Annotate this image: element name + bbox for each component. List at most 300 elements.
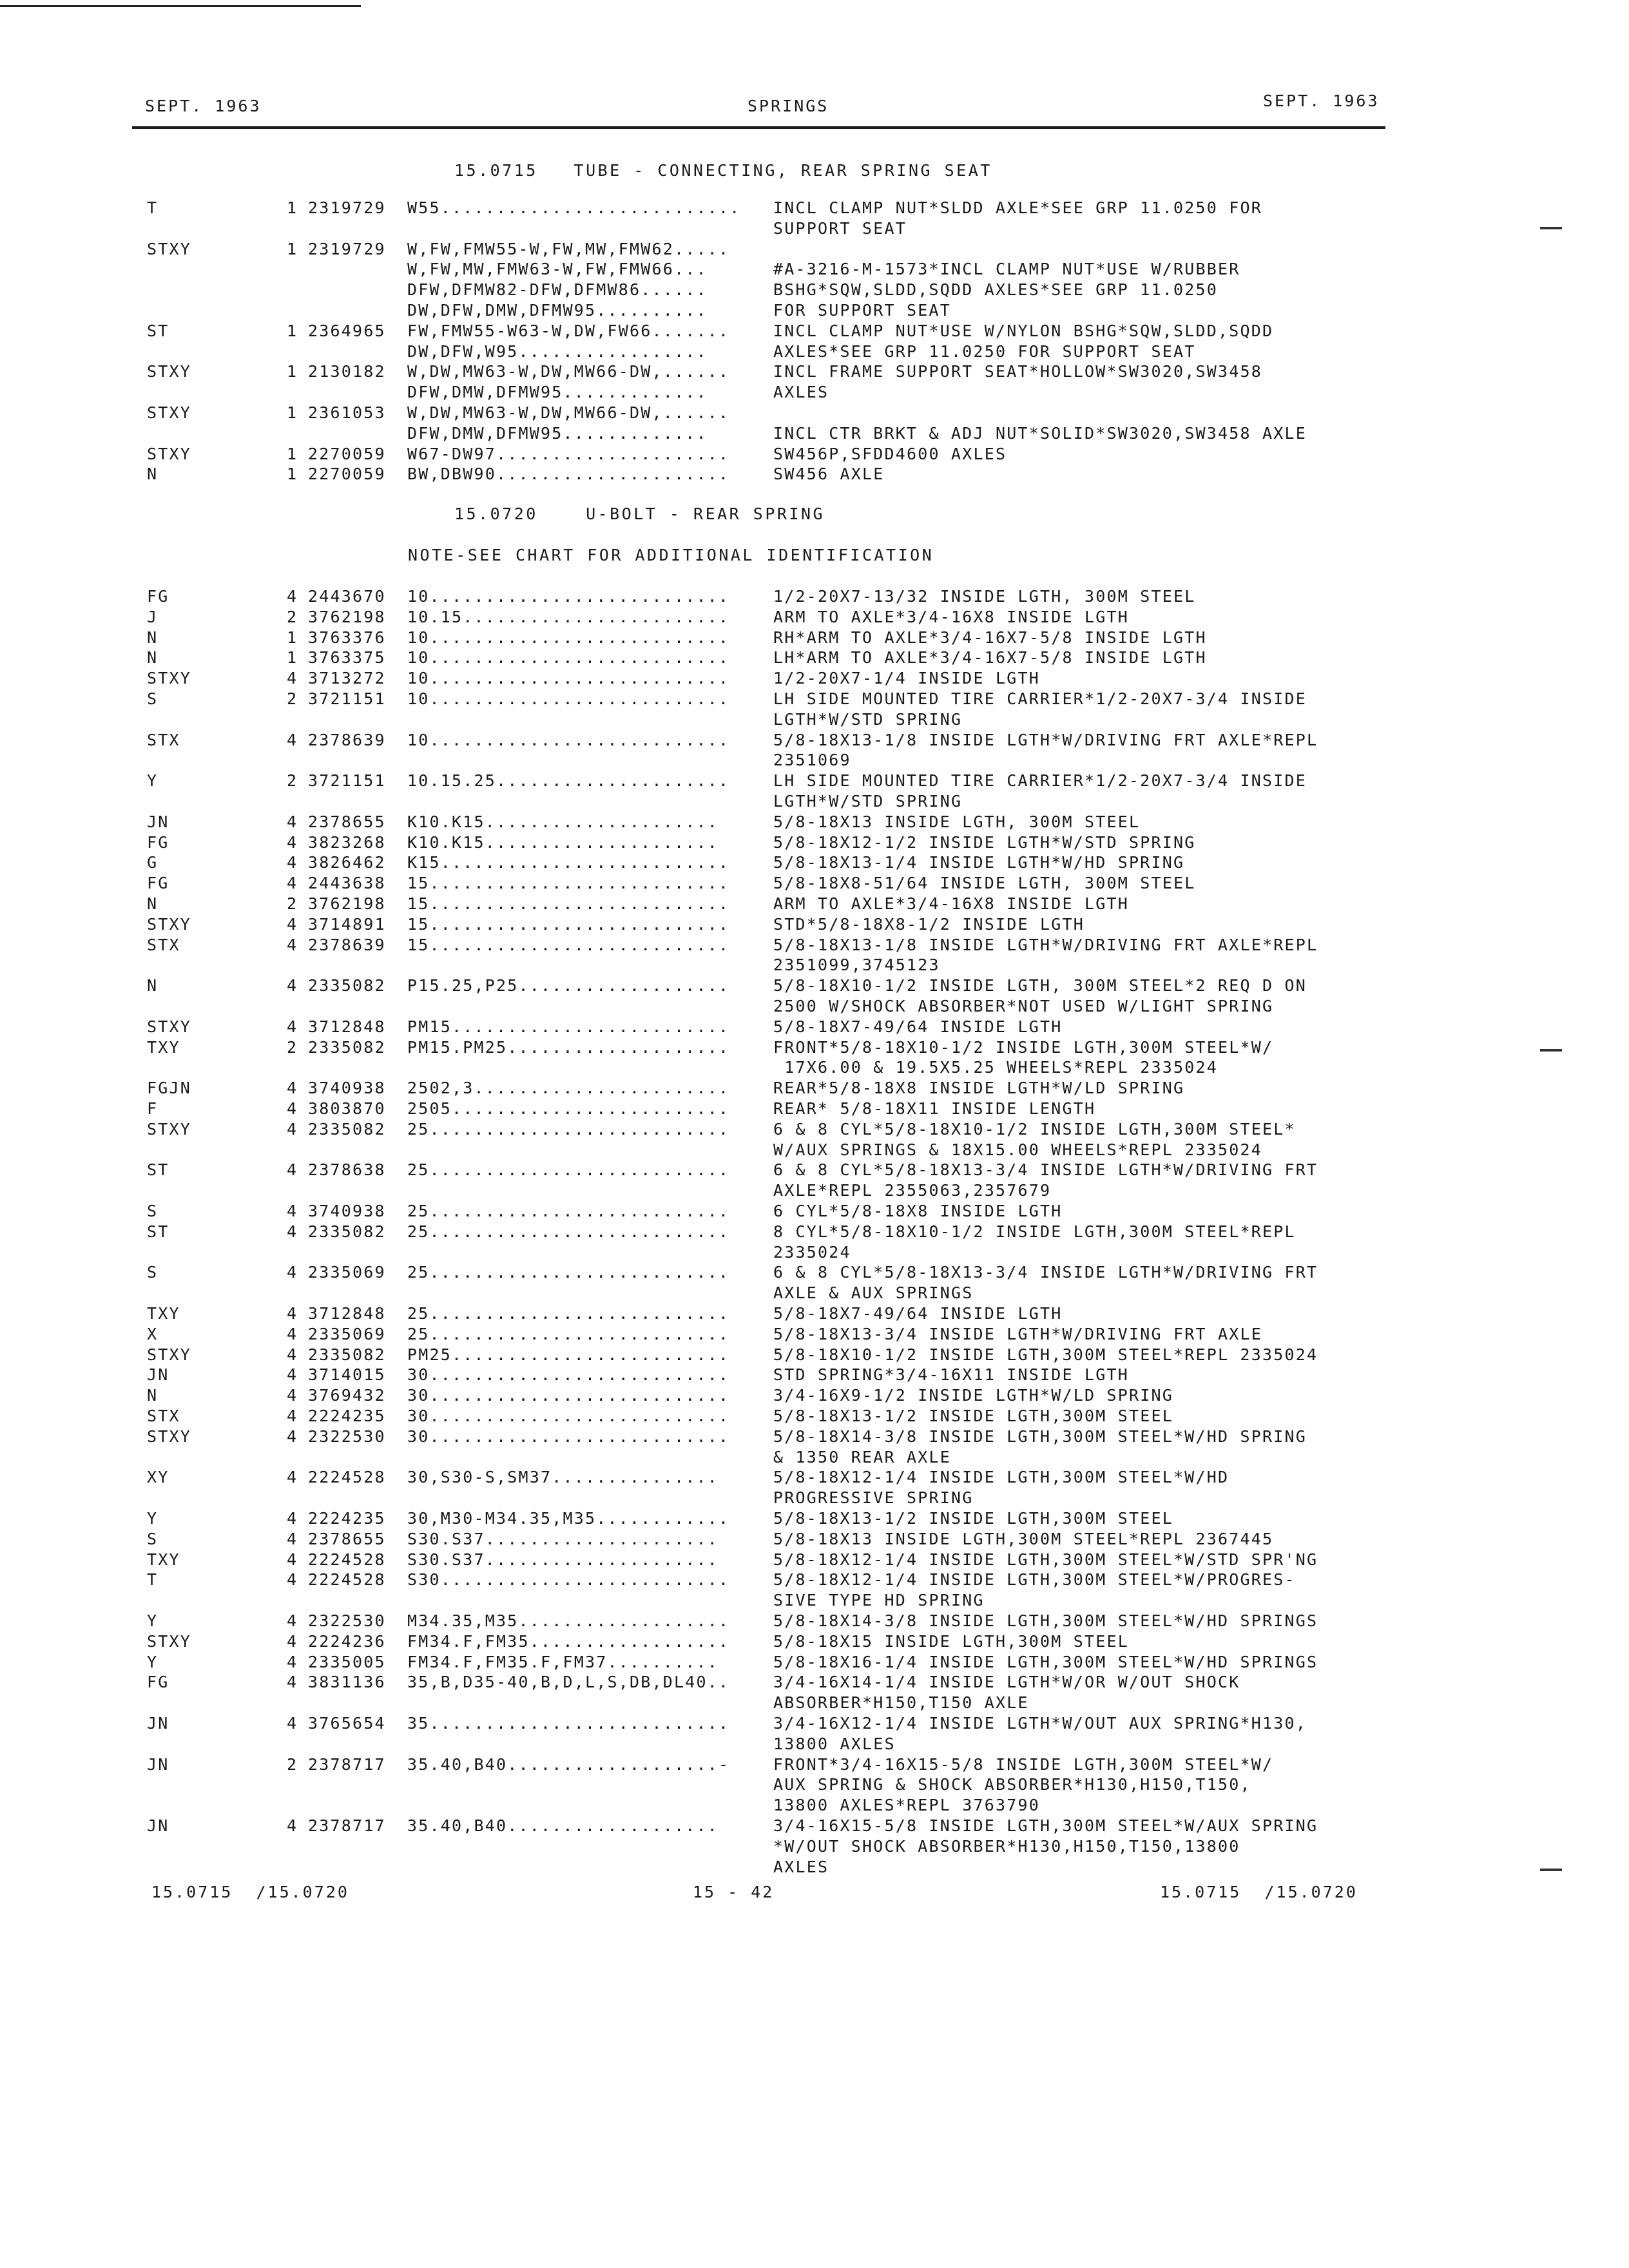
part-number: 2335082 <box>308 1119 386 1139</box>
part-number: 2319729 <box>308 239 386 258</box>
model-code: ST <box>147 321 169 340</box>
parts-row <box>0 382 1629 403</box>
quantity: 4 <box>287 1468 298 1487</box>
application: 2502,3....................... <box>407 1079 730 1098</box>
quantity: 1 <box>287 362 298 381</box>
model-code: JN <box>147 812 169 831</box>
part-number: 3713272 <box>308 669 386 688</box>
application: W,DW,MW63-W,DW,MW66-DW,...... <box>407 403 730 422</box>
part-number: 3714015 <box>308 1365 386 1385</box>
description: 6 & 8 CYL*5/8-18X13-3/4 INSIDE LGTH*W/DRIVING FRT <box>773 1263 1318 1282</box>
parts-row <box>0 689 1629 709</box>
parts-row <box>0 1119 1629 1140</box>
part-number: 2224236 <box>308 1631 386 1651</box>
description: AXLE*REPL 2355063,2357679 <box>773 1181 1052 1200</box>
parts-row <box>0 321 1629 341</box>
description: 5/8-18X12-1/4 INSIDE LGTH,300M STEEL*W/STD SPR'NG <box>773 1550 1318 1569</box>
description: RH*ARM TO AXLE*3/4-16X7-5/8 INSIDE LGTH <box>773 628 1207 647</box>
part-number: 3762198 <box>308 894 386 913</box>
parts-row <box>0 832 1629 853</box>
application: 25........................... <box>407 1263 730 1282</box>
quantity: 4 <box>287 1570 298 1590</box>
part-number: 2130182 <box>308 362 386 381</box>
parts-row <box>0 218 1629 239</box>
application: 25........................... <box>407 1119 730 1139</box>
section-title: 15.0720 U-BOLT - REAR SPRING <box>454 505 825 523</box>
parts-row <box>0 1754 1629 1775</box>
parts-row <box>0 1017 1629 1037</box>
quantity: 2 <box>287 1754 298 1774</box>
parts-row <box>0 1057 1629 1078</box>
parts-row <box>0 1201 1629 1222</box>
part-number: 3769432 <box>308 1386 386 1405</box>
part-number: 2322530 <box>308 1611 386 1630</box>
model-code: T <box>147 198 159 217</box>
description: 5/8-18X10-1/2 INSIDE LGTH,300M STEEL*REPL 2335024 <box>773 1345 1318 1364</box>
application: PM25......................... <box>407 1345 730 1364</box>
application: BW,DBW90..................... <box>407 465 730 484</box>
description: SUPPORT SEAT <box>773 218 907 238</box>
parts-row <box>0 1570 1629 1590</box>
parts-row <box>0 1447 1629 1468</box>
description: SW456 AXLE <box>773 465 885 484</box>
application: W,FW,FMW55-W,FW,MW,FMW62..... <box>407 239 730 258</box>
quantity: 4 <box>287 1816 298 1835</box>
description: & 1350 REAR AXLE <box>773 1447 952 1466</box>
description: 5/8-18X13-3/4 INSIDE LGTH*W/DRIVING FRT AXLE <box>773 1324 1263 1343</box>
quantity: 1 <box>287 403 298 422</box>
description: 5/8-18X13-1/2 INSIDE LGTH,300M STEEL <box>773 1509 1174 1528</box>
parts-row <box>0 300 1629 321</box>
quantity: 4 <box>287 1304 298 1323</box>
header-rule <box>132 126 1385 129</box>
parts-row <box>0 1713 1629 1734</box>
application: 35.40,B40...................- <box>407 1754 730 1774</box>
description: 5/8-18X16-1/4 INSIDE LGTH,300M STEEL*W/HD SPRINGS <box>773 1652 1318 1671</box>
model-code: STXY <box>147 1017 192 1036</box>
description: 13800 AXLES <box>773 1734 896 1753</box>
model-code: TXY <box>147 1550 180 1569</box>
application: 25........................... <box>407 1202 730 1220</box>
model-code: STX <box>147 935 180 954</box>
model-code: STXY <box>147 362 192 381</box>
part-number: 2335069 <box>308 1263 386 1282</box>
description: BSHG*SQW,SLDD,SQDD AXLES*SEE GRP 11.0250 <box>773 280 1219 300</box>
parts-row <box>0 1345 1629 1365</box>
quantity: 4 <box>287 1324 298 1343</box>
part-number: 2443638 <box>308 874 386 893</box>
quantity: 4 <box>287 1550 298 1569</box>
description: #A-3216-M-1573*INCL CLAMP NUT*USE W/RUBBER <box>773 260 1240 279</box>
parts-row <box>0 1242 1629 1263</box>
description: 3/4-16X15-5/8 INSIDE LGTH,300M STEEL*W/AUX SPRING <box>773 1816 1318 1835</box>
quantity: 4 <box>287 1386 298 1405</box>
description: INCL CLAMP NUT*USE W/NYLON BSHG*SQW,SLDD,SQDD <box>773 321 1274 340</box>
application: DFW,DMW,DFMW95............. <box>407 423 708 443</box>
quantity: 4 <box>287 669 298 688</box>
description: FRONT*5/8-18X10-1/2 INSIDE LGTH,300M STEEL*W/ <box>773 1037 1274 1057</box>
part-number: 2443670 <box>308 587 386 606</box>
application: DFW,DMW,DFMW95............. <box>407 383 708 402</box>
description: LGTH*W/STD SPRING <box>773 709 963 729</box>
parts-row <box>0 1467 1629 1488</box>
parts-row <box>0 198 1629 218</box>
parts-row <box>0 750 1629 771</box>
quantity: 4 <box>287 1119 298 1139</box>
description: INCL FRAME SUPPORT SEAT*HOLLOW*SW3020,SW3458 <box>773 362 1263 381</box>
description: LGTH*W/STD SPRING <box>773 792 963 811</box>
part-number: 2335082 <box>308 1222 386 1241</box>
application: S30.......................... <box>407 1570 730 1590</box>
quantity: 4 <box>287 812 298 831</box>
description: 5/8-18X12-1/4 INSIDE LGTH,300M STEEL*W/PROGRES- <box>773 1570 1296 1590</box>
parts-row <box>0 1406 1629 1427</box>
model-code: S <box>147 1202 159 1220</box>
part-number: 2378639 <box>308 935 386 954</box>
part-number: 3823268 <box>308 832 386 852</box>
model-code: JN <box>147 1714 169 1733</box>
quantity: 4 <box>287 1263 298 1282</box>
description: 6 & 8 CYL*5/8-18X13-3/4 INSIDE LGTH*W/DRIVING FRT <box>773 1160 1318 1180</box>
application: W67-DW97..................... <box>407 444 730 463</box>
parts-row <box>0 586 1629 607</box>
quantity: 4 <box>287 1407 298 1425</box>
quantity: 4 <box>287 853 298 872</box>
footer-range-right: 15.0715 /15.0720 <box>1160 1883 1358 1901</box>
description: 2351099,3745123 <box>773 956 940 975</box>
quantity: 4 <box>287 1160 298 1180</box>
description: LH*ARM TO AXLE*3/4-16X7-5/8 INSIDE LGTH <box>773 648 1207 668</box>
description: LH SIDE MOUNTED TIRE CARRIER*1/2-20X7-3/4 INSIDE <box>773 771 1307 791</box>
application: 35,B,D35-40,B,D,L,S,DB,DL40.. <box>407 1673 730 1692</box>
model-code: JN <box>147 1754 169 1774</box>
description: 1/2-20X7-13/32 INSIDE LGTH, 300M STEEL <box>773 587 1196 606</box>
model-code: F <box>147 1099 159 1118</box>
model-code: FG <box>147 832 169 852</box>
model-code: N <box>147 648 159 668</box>
application: 10........................... <box>407 587 730 606</box>
quantity: 4 <box>287 976 298 995</box>
parts-row <box>0 1283 1629 1303</box>
part-number: 3826462 <box>308 853 386 872</box>
part-number: 3763376 <box>308 628 386 647</box>
description: 5/8-18X13-1/8 INSIDE LGTH*W/DRIVING FRT AXLE*REPL <box>773 730 1318 749</box>
parts-row <box>0 239 1629 260</box>
description: REAR*5/8-18X8 INSIDE LGTH*W/LD SPRING <box>773 1079 1185 1098</box>
parts-row <box>0 955 1629 975</box>
footer-page-number: 15 - 42 <box>693 1883 775 1901</box>
description: 5/8-18X7-49/64 INSIDE LGTH <box>773 1017 1063 1036</box>
application: 15........................... <box>407 914 730 934</box>
part-number: 3721151 <box>308 689 386 708</box>
part-number: 2335005 <box>308 1652 386 1671</box>
model-code: T <box>147 1570 159 1590</box>
application: 30........................... <box>407 1365 730 1385</box>
model-code: FG <box>147 1673 169 1692</box>
application: 10........................... <box>407 669 730 688</box>
application: 15........................... <box>407 935 730 954</box>
description: 5/8-18X7-49/64 INSIDE LGTH <box>773 1304 1063 1323</box>
model-code: ST <box>147 1222 169 1241</box>
parts-row <box>0 1385 1629 1406</box>
parts-row <box>0 1262 1629 1283</box>
application: P15.25,P25................... <box>407 976 730 995</box>
description: *W/OUT SHOCK ABSORBER*H130,H150,T150,13800 <box>773 1836 1240 1856</box>
parts-row <box>0 1774 1629 1795</box>
model-code: TXY <box>147 1304 180 1323</box>
model-code: STXY <box>147 1345 192 1364</box>
description: 5/8-18X8-51/64 INSIDE LGTH, 300M STEEL <box>773 874 1196 893</box>
part-number: 3762198 <box>308 607 386 626</box>
model-code: N <box>147 628 159 647</box>
description: AUX SPRING & SHOCK ABSORBER*H130,H150,T150, <box>773 1775 1251 1794</box>
header-date-left: SEPT. 1963 <box>145 97 262 115</box>
description: STD SPRING*3/4-16X11 INSIDE LGTH <box>773 1365 1130 1385</box>
model-code: X <box>147 1324 159 1343</box>
description: PROGRESSIVE SPRING <box>773 1488 974 1508</box>
application: 35.40,B40................... <box>407 1816 719 1835</box>
parts-row <box>0 1222 1629 1242</box>
quantity: 4 <box>287 1673 298 1692</box>
model-code: STXY <box>147 914 192 934</box>
model-code: Y <box>147 771 159 791</box>
application: 30,M30-M34.35,M35............ <box>407 1509 730 1528</box>
description: AXLES <box>773 1857 829 1876</box>
parts-row <box>0 403 1629 423</box>
quantity: 4 <box>287 1529 298 1548</box>
application: 30........................... <box>407 1427 730 1446</box>
description: 6 & 8 CYL*5/8-18X10-1/2 INSIDE LGTH,300M STEEL* <box>773 1119 1296 1139</box>
part-number: 2378655 <box>308 812 386 831</box>
model-code: STXY <box>147 239 192 258</box>
description: 5/8-18X10-1/2 INSIDE LGTH, 300M STEEL*2 REQ D ON <box>773 976 1307 995</box>
model-code: Y <box>147 1509 159 1528</box>
parts-row <box>0 852 1629 873</box>
parts-row <box>0 1140 1629 1160</box>
description: INCL CLAMP NUT*SLDD AXLE*SEE GRP 11.0250 FOR <box>773 198 1263 217</box>
part-number: 3765654 <box>308 1714 386 1733</box>
quantity: 4 <box>287 1079 298 1098</box>
description: 5/8-18X13-1/4 INSIDE LGTH*W/HD SPRING <box>773 853 1185 872</box>
model-code: FGJN <box>147 1079 192 1098</box>
application: 10.15.25..................... <box>407 771 730 791</box>
application: W,FW,MW,FMW63-W,FW,FMW66... <box>407 260 708 279</box>
part-number: 3740938 <box>308 1079 386 1098</box>
description: STD*5/8-18X8-1/2 INSIDE LGTH <box>773 914 1085 934</box>
description: W/AUX SPRINGS & 18X15.00 WHEELS*REPL 2335024 <box>773 1140 1263 1159</box>
application: 10.15........................ <box>407 607 730 626</box>
quantity: 4 <box>287 1365 298 1385</box>
model-code: XY <box>147 1468 169 1487</box>
parts-row <box>0 1693 1629 1713</box>
description: 2351069 <box>773 751 851 770</box>
parts-row <box>0 1078 1629 1099</box>
description: 5/8-18X13 INSIDE LGTH,300M STEEL*REPL 2367445 <box>773 1529 1274 1548</box>
application: DW,DFW,DMW,DFMW95.......... <box>407 301 708 320</box>
application: 30........................... <box>407 1386 730 1405</box>
part-number: 2335069 <box>308 1324 386 1343</box>
part-number: 3712848 <box>308 1017 386 1036</box>
description: FOR SUPPORT SEAT <box>773 301 952 320</box>
quantity: 4 <box>287 730 298 749</box>
model-code: N <box>147 465 159 484</box>
parts-row <box>0 935 1629 956</box>
model-code: G <box>147 853 159 872</box>
part-number: 2335082 <box>308 1037 386 1057</box>
model-code: STX <box>147 1407 180 1425</box>
part-number: 3763375 <box>308 648 386 668</box>
model-code: N <box>147 1386 159 1405</box>
quantity: 4 <box>287 1631 298 1651</box>
part-number: 2224235 <box>308 1509 386 1528</box>
parts-row <box>0 628 1629 648</box>
application: DW,DFW,W95................. <box>407 341 708 361</box>
application: 25........................... <box>407 1324 730 1343</box>
quantity: 4 <box>287 1202 298 1220</box>
part-number: 3803870 <box>308 1099 386 1118</box>
header-title: SPRINGS <box>747 97 829 115</box>
part-number: 2224528 <box>308 1550 386 1569</box>
parts-row <box>0 361 1629 382</box>
quantity: 4 <box>287 874 298 893</box>
description: 17X6.00 & 19.5X5.25 WHEELS*REPL 2335024 <box>773 1058 1219 1077</box>
description: ARM TO AXLE*3/4-16X8 INSIDE LGTH <box>773 607 1130 626</box>
part-number: 2224235 <box>308 1407 386 1425</box>
parts-row <box>0 668 1629 689</box>
application: DFW,DFMW82-DFW,DFMW86...... <box>407 280 708 300</box>
application: W,DW,MW63-W,DW,MW66-DW,...... <box>407 362 730 381</box>
parts-row <box>0 423 1629 444</box>
parts-row <box>0 1590 1629 1611</box>
application: PM15......................... <box>407 1017 730 1036</box>
description: 1/2-20X7-1/4 INSIDE LGTH <box>773 669 1041 688</box>
parts-row <box>0 996 1629 1017</box>
parts-row <box>0 730 1629 751</box>
part-number: 2364965 <box>308 321 386 340</box>
part-number: 2378717 <box>308 1754 386 1774</box>
model-code: JN <box>147 1365 169 1385</box>
part-number: 2378638 <box>308 1160 386 1180</box>
parts-row <box>0 1365 1629 1385</box>
description: ABSORBER*H150,T150 AXLE <box>773 1693 1029 1713</box>
parts-row <box>0 812 1629 832</box>
quantity: 4 <box>287 1509 298 1528</box>
part-number: 2319729 <box>308 198 386 217</box>
parts-row <box>0 873 1629 894</box>
description: AXLES <box>773 383 829 402</box>
model-code: TXY <box>147 1037 180 1057</box>
model-code: N <box>147 976 159 995</box>
part-number: 2224528 <box>308 1468 386 1487</box>
description: 2500 W/SHOCK ABSORBER*NOT USED W/LIGHT SPRING <box>773 997 1274 1015</box>
description: 5/8-18X14-3/8 INSIDE LGTH,300M STEEL*W/HD SPRING <box>773 1427 1307 1446</box>
model-code: S <box>147 1263 159 1282</box>
model-code: Y <box>147 1611 159 1630</box>
application: FM34.F,FM35.F,FM37.......... <box>407 1652 719 1671</box>
part-number: 2335082 <box>308 1345 386 1364</box>
quantity: 4 <box>287 1345 298 1364</box>
model-code: Y <box>147 1652 159 1671</box>
quantity: 4 <box>287 1017 298 1036</box>
quantity: 1 <box>287 198 298 217</box>
description: LH SIDE MOUNTED TIRE CARRIER*1/2-20X7-3/4 INSIDE <box>773 689 1307 708</box>
part-number: 2270059 <box>308 444 386 463</box>
part-number: 3831136 <box>308 1673 386 1692</box>
quantity: 4 <box>287 1427 298 1446</box>
parts-row <box>0 1037 1629 1058</box>
part-number: 2361053 <box>308 403 386 422</box>
parts-row <box>0 1734 1629 1754</box>
model-code: ST <box>147 1160 169 1180</box>
quantity: 1 <box>287 628 298 647</box>
description: 5/8-18X14-3/8 INSIDE LGTH,300M STEEL*W/HD SPRINGS <box>773 1611 1318 1630</box>
quantity: 4 <box>287 1714 298 1733</box>
application: FW,FMW55-W63-W,DW,FW66....... <box>407 321 730 340</box>
parts-row <box>0 648 1629 668</box>
parts-row <box>0 464 1629 485</box>
model-code: J <box>147 607 159 626</box>
quantity: 4 <box>287 587 298 606</box>
section-note: NOTE-SEE CHART FOR ADDITIONAL IDENTIFICATION <box>408 546 934 564</box>
application: K15.......................... <box>407 853 730 872</box>
parts-row <box>0 791 1629 812</box>
application: 10........................... <box>407 689 730 708</box>
section-title: 15.0715 TUBE - CONNECTING, REAR SPRING SEAT <box>454 161 992 180</box>
quantity: 2 <box>287 689 298 708</box>
application: M34.35,M35................... <box>407 1611 730 1630</box>
parts-row <box>0 1672 1629 1693</box>
parts-row <box>0 975 1629 996</box>
description: 8 CYL*5/8-18X10-1/2 INSIDE LGTH,300M STEEL*REPL <box>773 1222 1296 1241</box>
application: 10........................... <box>407 730 730 749</box>
application: 25........................... <box>407 1160 730 1180</box>
description: 5/8-18X13 INSIDE LGTH, 300M STEEL <box>773 812 1141 831</box>
description: 3/4-16X14-1/4 INSIDE LGTH*W/OR W/OUT SHOCK <box>773 1673 1240 1692</box>
quantity: 4 <box>287 935 298 954</box>
description: 5/8-18X13-1/8 INSIDE LGTH*W/DRIVING FRT AXLE*REPL <box>773 935 1318 954</box>
description: 5/8-18X13-1/2 INSIDE LGTH,300M STEEL <box>773 1407 1174 1425</box>
application: 35........................... <box>407 1714 730 1733</box>
model-code: S <box>147 689 159 708</box>
description: 13800 AXLES*REPL 3763790 <box>773 1796 1041 1815</box>
model-code: FG <box>147 874 169 893</box>
top-edge-rule <box>0 5 361 7</box>
model-code: STXY <box>147 1631 192 1651</box>
part-number: 3714891 <box>308 914 386 934</box>
part-number: 2224528 <box>308 1570 386 1590</box>
application: 25........................... <box>407 1222 730 1241</box>
parts-row <box>0 1508 1629 1529</box>
description: SW456P,SFDD4600 AXLES <box>773 444 1007 463</box>
model-code: STXY <box>147 444 192 463</box>
model-code: S <box>147 1529 159 1548</box>
quantity: 2 <box>287 1037 298 1057</box>
quantity: 4 <box>287 832 298 852</box>
quantity: 1 <box>287 444 298 463</box>
parts-row <box>0 771 1629 791</box>
part-number: 2378655 <box>308 1529 386 1548</box>
part-number: 2270059 <box>308 465 386 484</box>
application: K10.K15..................... <box>407 832 719 852</box>
quantity: 4 <box>287 1222 298 1241</box>
part-number: 2378717 <box>308 1816 386 1835</box>
quantity: 1 <box>287 321 298 340</box>
part-number: 3721151 <box>308 771 386 791</box>
description: 5/8-18X15 INSIDE LGTH,300M STEEL <box>773 1631 1130 1651</box>
description: AXLES*SEE GRP 11.0250 FOR SUPPORT SEAT <box>773 341 1196 361</box>
application: 30........................... <box>407 1407 730 1425</box>
model-code: STXY <box>147 1119 192 1139</box>
